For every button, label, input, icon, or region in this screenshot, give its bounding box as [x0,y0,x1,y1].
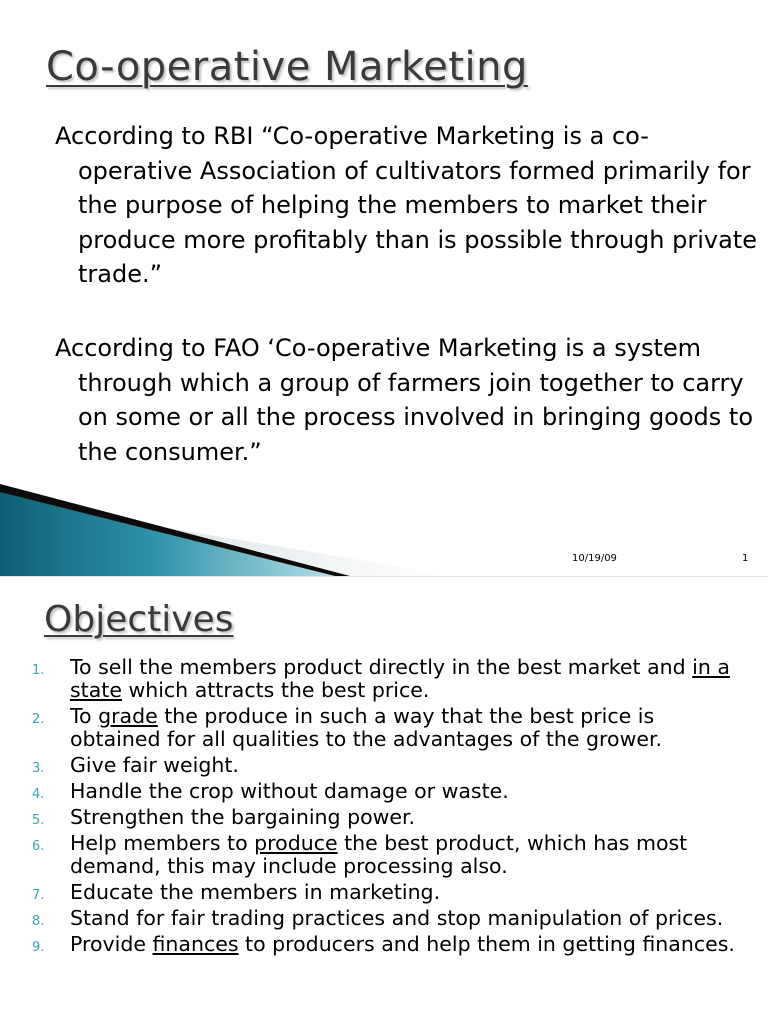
list-number: 2. [32,712,45,727]
item-text: Educate the members in marketing. [70,880,441,904]
item-text: To [70,704,99,728]
item-text: Help members to [70,831,255,855]
list-number: 5. [32,813,45,828]
list-number: 6. [32,839,45,854]
list-item [0,907,768,930]
item-text: Strengthen the bargaining power. [70,805,416,829]
item-text: Stand for fair trading practices and stop manipulation of prices. [70,906,724,930]
rbi-definition: According to RBI “Co-operative Marketing is a co-operative Association of cultivators formed primarily for the purpose of helping the members to market their produce more profitably than is possible through private trade.” [55,122,757,288]
fao-definition: According to FAO ‘Co-operative Marketing is a system through which a group of farmers join together to carry on some or all the process involved in bringing goods to the consumer.” [55,334,753,466]
item-text: To sell the members product directly in the best market and [70,655,693,679]
item-underlined: grade [98,704,158,728]
list-item [0,806,768,829]
list-item [0,832,768,878]
list-item [0,881,768,904]
objectives-list [0,656,768,959]
item-underlined: in a state [70,655,730,702]
list-number: 9. [32,940,45,955]
footer-date: 10/19/09 [572,553,617,564]
item-text: to producers and help them in getting finances. [238,932,735,956]
list-item [0,933,768,956]
item-text: the best product, which has most demand, this may include processing also. [70,831,688,878]
item-text: Provide [70,932,153,956]
item-text: Give fair weight. [70,753,239,777]
objectives-title: Objectives [44,599,234,640]
page-number: 1 [742,553,749,564]
list-item [0,780,768,803]
item-text: Handle the crop without damage or waste. [70,779,509,803]
slide-2 [0,577,768,1024]
list-number: 8. [32,914,45,929]
item-text: the produce in such a way that the best price is obtained for all qualities to the advantages of the grower. [70,704,663,751]
list-item [0,754,768,777]
list-number: 3. [32,761,45,776]
item-text: which attracts the best price. [121,678,430,702]
slide-title: Co-operative Marketing [46,44,528,90]
decorative-swoosh [0,478,768,576]
list-item [0,656,768,702]
item-underlined: produce [254,831,338,855]
list-number: 7. [32,888,45,903]
list-number: 4. [32,787,45,802]
item-underlined: finances [152,932,239,956]
list-item [0,705,768,751]
list-number: 1. [32,663,45,678]
